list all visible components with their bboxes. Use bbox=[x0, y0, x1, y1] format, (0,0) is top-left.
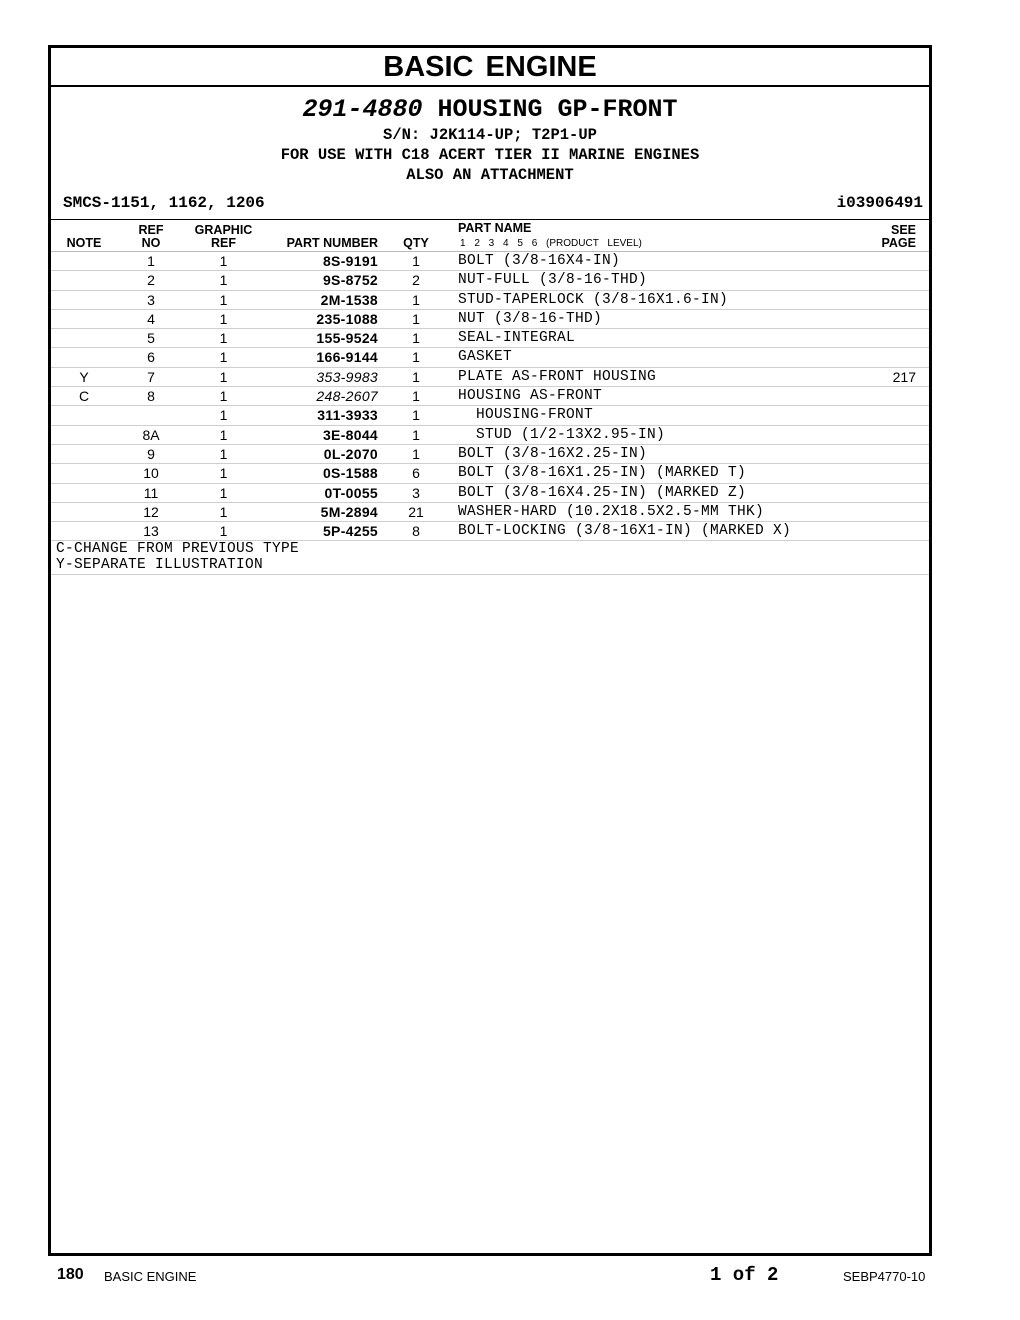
cell-qty: 1 bbox=[412, 291, 420, 308]
cell-qty: 1 bbox=[412, 253, 420, 269]
group-name: HOUSING GP-FRONT bbox=[437, 95, 678, 124]
table-row bbox=[51, 329, 929, 348]
header-see-2: PAGE bbox=[881, 236, 916, 250]
header-product-level: 1 2 3 4 5 6 (PRODUCT LEVEL) bbox=[460, 238, 642, 249]
cell-part-name: NUT (3/8-16-THD) bbox=[458, 310, 603, 327]
cell-qty: 8 bbox=[412, 523, 420, 540]
attachment-note: ALSO AN ATTACHMENT bbox=[406, 166, 574, 184]
table-body bbox=[51, 252, 929, 541]
cell-part-number: 155-9524 bbox=[316, 330, 378, 347]
section-title: BASIC ENGINE bbox=[51, 48, 929, 87]
parts-table bbox=[51, 219, 929, 575]
cell-see-page: 217 bbox=[892, 368, 916, 385]
footer-page-number: 180 bbox=[57, 1266, 84, 1283]
header-graphic-2: REF bbox=[211, 236, 236, 250]
cell-part-number: 353-9983 bbox=[316, 368, 378, 385]
cell-ref-no: 5 bbox=[147, 330, 155, 347]
legend-note-change: C-CHANGE FROM PREVIOUS TYPE bbox=[56, 541, 300, 558]
cell-qty: 1 bbox=[412, 349, 420, 366]
legend-notes bbox=[51, 541, 929, 575]
cell-ref-no: 9 bbox=[147, 445, 155, 462]
cell-part-number: 0S-1588 bbox=[322, 465, 378, 482]
cell-graphic-ref: 1 bbox=[219, 330, 228, 347]
header-note: NOTE bbox=[66, 236, 102, 250]
cell-qty: 1 bbox=[412, 310, 420, 327]
cell-part-name: GASKET bbox=[458, 349, 513, 366]
serial-range: S/N: J2K114-UP; T2P1-UP bbox=[383, 126, 597, 144]
cell-ref-no: 6 bbox=[147, 349, 155, 366]
cell-ref-no: 12 bbox=[143, 503, 159, 520]
header-part-name: PART NAME bbox=[458, 221, 532, 235]
cell-note: Y bbox=[79, 368, 89, 385]
cell-graphic-ref: 1 bbox=[219, 388, 228, 405]
footer-document-id: SEBP4770-10 bbox=[843, 1269, 926, 1284]
footer-sheet: 1 of 2 bbox=[710, 1264, 779, 1286]
cell-part-name: HOUSING AS-FRONT bbox=[458, 388, 603, 405]
cell-part-name: BOLT (3/8-16X2.25-IN) bbox=[458, 445, 648, 462]
cell-qty: 2 bbox=[412, 272, 420, 289]
cell-part-number: 9S-8752 bbox=[322, 272, 378, 289]
table-row bbox=[51, 368, 929, 387]
cell-graphic-ref: 1 bbox=[219, 253, 228, 269]
table-row bbox=[51, 426, 929, 445]
cell-part-name: BOLT (3/8-16X4.25-IN) (MARKED Z) bbox=[458, 484, 747, 501]
cell-part-name: WASHER-HARD (10.2X18.5X2.5-MM THK) bbox=[458, 503, 765, 520]
cell-ref-no: 2 bbox=[147, 272, 155, 289]
cell-part-name: HOUSING-FRONT bbox=[458, 407, 594, 424]
table-row bbox=[51, 310, 929, 329]
header-ref-1: REF bbox=[138, 223, 164, 237]
cell-part-number: 0L-2070 bbox=[323, 445, 378, 462]
cell-part-number: 2M-1538 bbox=[320, 291, 378, 308]
cell-part-name: SEAL-INTEGRAL bbox=[458, 330, 576, 347]
header-qty: QTY bbox=[403, 236, 429, 250]
cell-graphic-ref: 1 bbox=[219, 523, 228, 540]
cell-qty: 1 bbox=[412, 388, 420, 405]
cell-ref-no: 3 bbox=[147, 291, 155, 308]
group-title bbox=[51, 95, 929, 125]
cell-part-number: 311-3933 bbox=[317, 407, 378, 424]
table-row bbox=[51, 445, 929, 464]
cell-graphic-ref: 1 bbox=[219, 291, 228, 308]
cell-part-name: BOLT (3/8-16X4-IN) bbox=[458, 253, 621, 269]
cell-ref-no: 11 bbox=[143, 484, 159, 501]
cell-graphic-ref: 1 bbox=[219, 407, 228, 424]
cell-ref-no: 8A bbox=[142, 426, 160, 443]
cell-part-name: PLATE AS-FRONT HOUSING bbox=[458, 368, 657, 385]
header-ref-2: NO bbox=[141, 236, 161, 250]
cell-qty: 1 bbox=[412, 330, 420, 347]
footer-section: BASIC ENGINE bbox=[104, 1269, 197, 1284]
group-header bbox=[51, 87, 929, 185]
cell-part-number: 0T-0055 bbox=[324, 484, 378, 501]
cell-part-name: STUD-TAPERLOCK (3/8-16X1.6-IN) bbox=[458, 291, 729, 308]
cell-ref-no: 1 bbox=[147, 253, 155, 269]
cell-qty: 21 bbox=[408, 503, 424, 520]
table-row bbox=[51, 522, 929, 541]
cell-part-number: 5M-2894 bbox=[320, 503, 378, 520]
cell-graphic-ref: 1 bbox=[219, 368, 228, 385]
table-row bbox=[51, 387, 929, 406]
cell-note: C bbox=[78, 388, 90, 405]
table-row bbox=[51, 271, 929, 290]
table-row bbox=[51, 464, 929, 483]
table-row bbox=[51, 484, 929, 503]
cell-ref-no: 10 bbox=[143, 465, 159, 482]
cell-graphic-ref: 1 bbox=[219, 484, 228, 501]
cell-qty: 1 bbox=[412, 368, 420, 385]
smcs-codes: SMCS-1151, 1162, 1206 bbox=[63, 194, 265, 212]
table-row bbox=[51, 348, 929, 367]
cell-qty: 1 bbox=[412, 445, 420, 462]
cell-qty: 1 bbox=[412, 407, 420, 424]
cell-graphic-ref: 1 bbox=[219, 310, 228, 327]
header-part-number: PART NUMBER bbox=[286, 236, 378, 250]
usage-note: FOR USE WITH C18 ACERT TIER II MARINE ENGINES bbox=[280, 146, 700, 164]
cell-part-number: 166-9144 bbox=[316, 349, 378, 366]
smcs-row bbox=[51, 191, 929, 217]
cell-graphic-ref: 1 bbox=[219, 349, 228, 366]
table-row bbox=[51, 252, 929, 271]
cell-part-number: 235-1088 bbox=[316, 310, 378, 327]
cell-graphic-ref: 1 bbox=[219, 503, 228, 520]
cell-ref-no: 13 bbox=[143, 523, 159, 540]
cell-qty: 1 bbox=[412, 426, 420, 443]
cell-ref-no: 8 bbox=[147, 388, 155, 405]
table-row bbox=[51, 291, 929, 310]
cell-part-number: 5P-4255 bbox=[322, 523, 378, 540]
cell-part-number: 248-2607 bbox=[316, 388, 378, 405]
cell-qty: 6 bbox=[412, 465, 420, 482]
header-graphic-1: GRAPHIC bbox=[194, 223, 253, 237]
illustration-id: i03906491 bbox=[836, 194, 923, 212]
cell-ref-no: 7 bbox=[147, 368, 155, 385]
cell-part-name: NUT-FULL (3/8-16-THD) bbox=[458, 272, 648, 289]
cell-graphic-ref: 1 bbox=[219, 445, 228, 462]
cell-qty: 3 bbox=[412, 484, 420, 501]
table-row bbox=[51, 503, 929, 522]
cell-part-number: 8S-9191 bbox=[322, 253, 378, 269]
cell-part-number: 3E-8044 bbox=[322, 426, 378, 443]
cell-graphic-ref: 1 bbox=[219, 426, 228, 443]
table-row bbox=[51, 406, 929, 425]
cell-graphic-ref: 1 bbox=[219, 465, 228, 482]
page-frame bbox=[48, 45, 932, 1256]
page-footer bbox=[0, 1262, 1020, 1292]
cell-graphic-ref: 1 bbox=[219, 272, 228, 289]
legend-note-separate: Y-SEPARATE ILLUSTRATION bbox=[56, 556, 264, 573]
table-header bbox=[51, 220, 929, 252]
header-see-1: SEE bbox=[890, 223, 916, 237]
cell-part-name: STUD (1/2-13X2.95-IN) bbox=[458, 426, 666, 443]
cell-part-name: BOLT (3/8-16X1.25-IN) (MARKED T) bbox=[458, 465, 747, 482]
cell-ref-no: 4 bbox=[147, 310, 155, 327]
cell-part-name: BOLT-LOCKING (3/8-16X1-IN) (MARKED X) bbox=[458, 523, 792, 540]
group-part-number: 291-4880 bbox=[302, 95, 423, 124]
